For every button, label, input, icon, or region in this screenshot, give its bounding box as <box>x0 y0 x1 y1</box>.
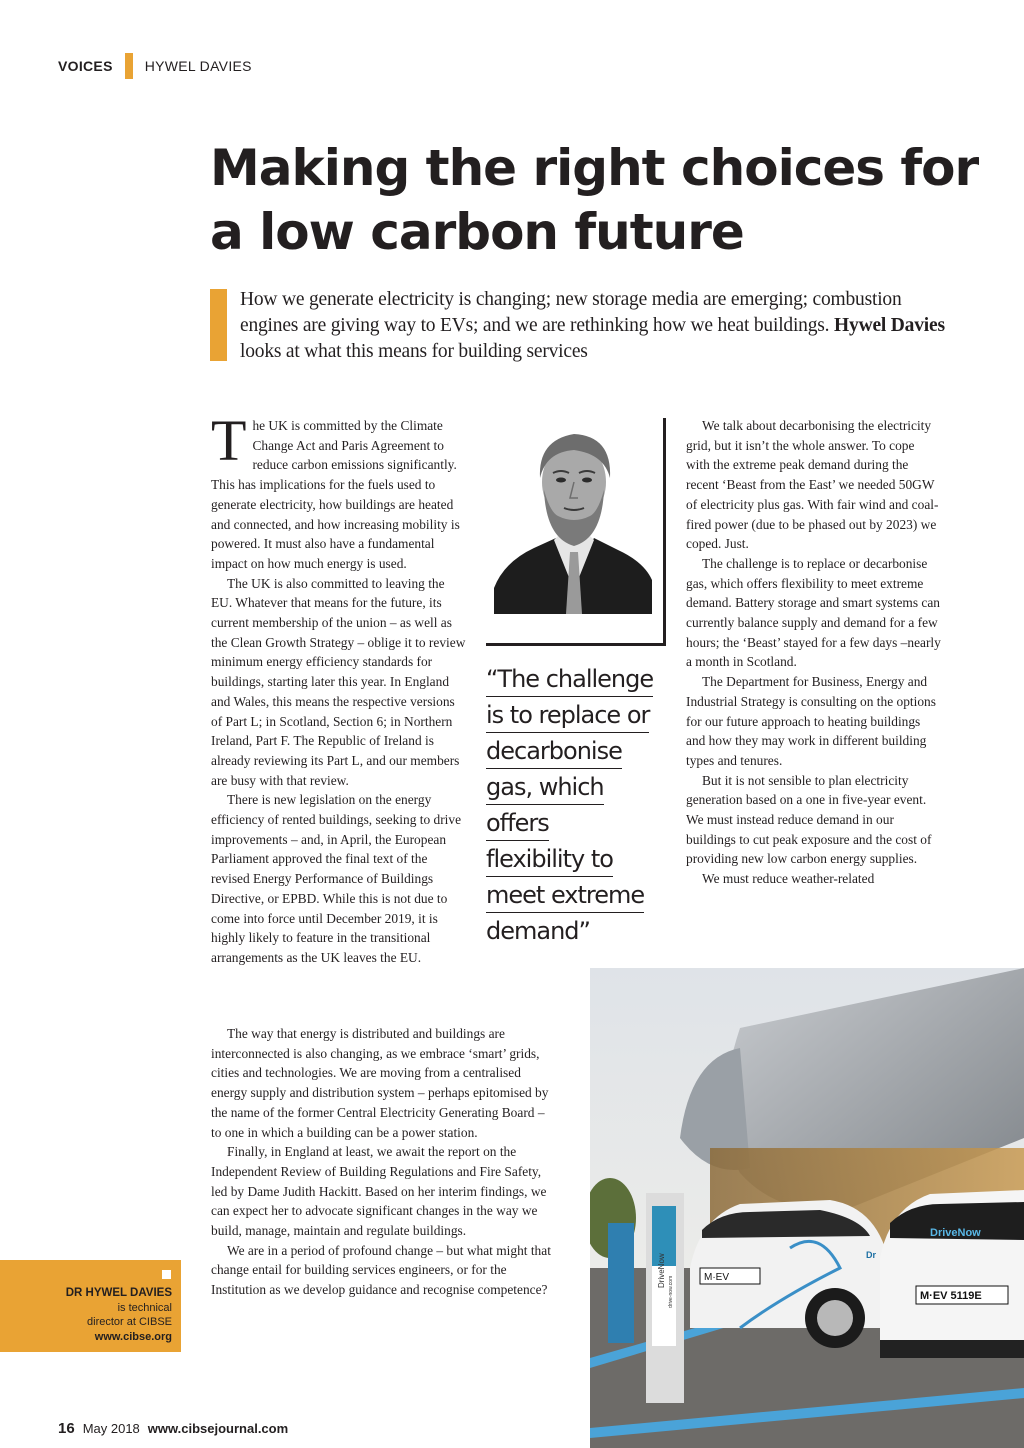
standfirst <box>240 287 960 365</box>
body-paragraph: We talk about decarbonising the electricity grid, but it isn’t the whole answer. To cope with the extreme peak demand during the recent ‘Beast from the East’ we needed 50GW of electricity plus gas. With fair wind and coal-fired power (due to be phased out by 2023) we coped. Just. <box>686 418 939 552</box>
body-paragraph: The way that energy is distributed and buildings are interconnected is also changing, as we embrace ‘smart’ grids, cities and technologies. We are moving from a centralised energy supply and distribution system – perhaps epitomised by the name of the former Central Electricity Generating Board – to one in which a building can be a power station. <box>211 1026 549 1140</box>
body-paragraph: The UK is also committed to leaving the EU. Whatever that means for the future, its current membership of the union – as well as the Clean Growth Strategy – oblige it to review minimum energy efficiency standards for buildings, starting later this year. In England and Wales, this means the respective versions of Part L; in Scotland, Section 6; in Northern Ireland, Part F. The Republic of Ireland is already reviewing its Part L, and our members are busy with that review. <box>211 575 466 788</box>
body-paragraph: The challenge is to replace or decarbonise gas, which offers flexibility to meet extreme demand. Battery storage and smart systems can currently balance supply and demand for a few hours; the ‘Beast’ stayed for a few days –nearly a month in Scotland. <box>686 555 941 670</box>
author-portrait <box>494 420 652 614</box>
pull-quote <box>486 662 656 949</box>
pull-quote-line: demand” <box>486 917 590 945</box>
car-brand-left: Dr <box>866 1250 877 1260</box>
body-paragraph <box>211 408 466 574</box>
section-header <box>58 52 252 80</box>
pull-quote-line: gas, which <box>486 770 604 805</box>
issue-date: May 2018 <box>82 1421 140 1436</box>
standfirst-text: How we generate electricity is changing; new storage media are emerging; combustion engines are giving way to EVs; and we are rethinking how we heat buildings. <box>240 289 902 336</box>
body-paragraph: There is new legislation on the energy efficiency of rented buildings, seeking to drive improvements – and, in April, the European Parliament approved the final text of the revised Energy Performance of Buildings Directive, or EPBD. While this is not due to come into force until December 2019, it is highly likely to feature in the transitional arrangements as the UK leaves the EU. <box>211 792 462 965</box>
car-brand-right: DriveNow <box>930 1227 981 1239</box>
section-author: HYWEL DAVIES <box>144 58 252 74</box>
section-divider-bar <box>125 53 133 79</box>
page-footer <box>58 1420 288 1437</box>
body-column-right <box>686 416 941 889</box>
author-box-text <box>66 1286 172 1344</box>
body-paragraph: The Department for Business, Energy and Industrial Strategy is consulting on the options for our future approach to heating buildings and how they may work in different building types and tenures. <box>686 674 936 768</box>
site-link[interactable]: www.cibsejournal.com <box>147 1421 289 1436</box>
body-column-left <box>211 408 466 968</box>
author-role-line: director at CIBSE <box>87 1316 172 1328</box>
author-box <box>0 1260 181 1352</box>
pull-quote-line: flexibility to <box>486 842 613 877</box>
author-name: DR HYWEL DAVIES <box>65 1287 172 1299</box>
drop-cap: T <box>211 408 247 473</box>
pull-quote-line: decarbonise <box>486 734 622 769</box>
pull-quote-line: is to replace or <box>486 698 649 733</box>
body-paragraph: Finally, in England at least, we await the report on the Independent Review of Building Regulations and Fire Safety, led by Dame Judith Hackitt. Based on her interim findings, we can expect her to advocate significant changes in the way we build, manage, maintain and regulate buildings. <box>211 1144 547 1239</box>
section-label: VOICES <box>58 58 113 74</box>
page-number: 16 <box>58 1420 75 1437</box>
portrait-frame-rule <box>663 418 666 646</box>
pull-quote-line: “The challenge <box>486 662 653 697</box>
pull-quote-line: meet extreme <box>486 878 644 913</box>
author-role-line: is technical <box>117 1301 172 1314</box>
author-box-square <box>162 1270 171 1279</box>
body-column-left-wide <box>211 1024 556 1300</box>
sign-url: drive-now.com <box>668 1275 674 1308</box>
standfirst-byline-name: Hywel Davies <box>834 315 945 336</box>
body-paragraph: But it is not sensible to plan electricity generation based on a one in five-year event. We must instead reduce demand in our buildings to cut peak exposure and the cost of providing new low carbon energy supplies. <box>686 772 932 867</box>
ev-charging-photo <box>590 968 1024 1448</box>
standfirst-bar <box>210 289 227 361</box>
ev-charging-illustration <box>590 968 1024 1448</box>
headline: Making the right choices for a low carbon future <box>210 139 979 261</box>
sign-text: DriveNow <box>657 1253 666 1288</box>
portrait-frame-rule <box>486 643 666 646</box>
plate-left: M·EV <box>704 1272 729 1283</box>
body-paragraph: We are in a period of profound change – but what might that change entail for building services engineers, or for the Institution as we develop guidance and recognise competence? <box>211 1242 551 1298</box>
body-paragraph: We must reduce weather-related <box>702 871 875 887</box>
standfirst-byline-rest: looks at what this means for building services <box>240 341 588 362</box>
pull-quote-line: offers <box>486 806 549 841</box>
plate-right: M·EV 5119E <box>920 1290 982 1302</box>
author-url-link[interactable]: www.cibse.org <box>94 1330 172 1343</box>
body-paragraph-text: he UK is committed by the Climate Change Act and Paris Agreement to reduce carbon emissions significantly. This has implications for the fuels used to generate electricity, how buildings are heated and connected, and how increasing mobility is powered. It must also have a fundamental impact on how much energy is used. <box>211 418 460 571</box>
portrait-illustration <box>494 420 652 614</box>
